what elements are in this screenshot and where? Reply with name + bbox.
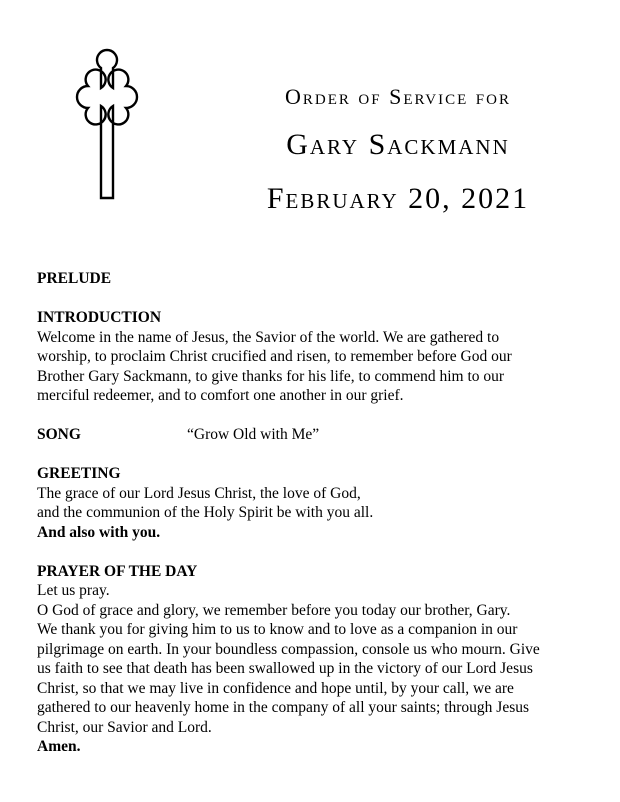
prayer-line: Christ, so that we may live in confidence and hope until, by your call, we are xyxy=(37,679,514,697)
prayer-line: pilgrimage on earth. In your boundless compassion, console us who mourn. Give xyxy=(37,640,540,658)
prayer-line: gathered to our heavenly home in the company of all your saints; through Jesus xyxy=(37,699,530,716)
introduction-line: Welcome in the name of Jesus, the Savior of the world. We are gathered to xyxy=(37,328,500,346)
prayer-line: We thank you for giving him to us to know and to love as a companion in our xyxy=(37,621,518,638)
greeting-heading: GREETING xyxy=(37,465,121,482)
prayer-line: us faith to see that death has been swallowed up in the victory of our Lord Jesus xyxy=(37,660,533,677)
prayer-invite: Let us pray. xyxy=(37,582,110,599)
order-of-service-body xyxy=(37,269,597,757)
prayer-heading: PRAYER OF THE DAY xyxy=(37,562,198,580)
title-block xyxy=(228,84,568,216)
introduction-line: Brother Gary Sackmann, to give thanks for his life, to commend him to our xyxy=(37,367,505,385)
prayer-line: O God of grace and glory, we remember before you today our brother, Gary. xyxy=(37,601,511,619)
song-title: “Grow Old with Me” xyxy=(187,426,320,443)
prayer-amen: Amen. xyxy=(37,738,81,755)
song-row xyxy=(37,425,597,445)
greeting-line: The grace of our Lord Jesus Christ, the love of God, xyxy=(37,484,361,502)
introduction-line: merciful redeemer, and to comfort one another in our grief. xyxy=(37,387,404,404)
deceased-name: Gary Sackmann xyxy=(286,128,510,161)
cross-icon xyxy=(62,42,152,212)
prelude-heading: PRELUDE xyxy=(37,270,112,287)
greeting-response: And also with you. xyxy=(37,523,161,541)
introduction-heading: INTRODUCTION xyxy=(37,309,162,326)
introduction-line: worship, to proclaim Christ crucified and risen, to remember before God our xyxy=(37,348,512,365)
prayer-line: Christ, our Savior and Lord. xyxy=(37,718,212,736)
order-of-service-heading: Order of Service for xyxy=(285,84,511,109)
service-date: February 20, 2021 xyxy=(266,182,530,215)
greeting-line: and the communion of the Holy Spirit be with you all. xyxy=(37,504,374,521)
song-heading: SONG xyxy=(37,426,81,443)
